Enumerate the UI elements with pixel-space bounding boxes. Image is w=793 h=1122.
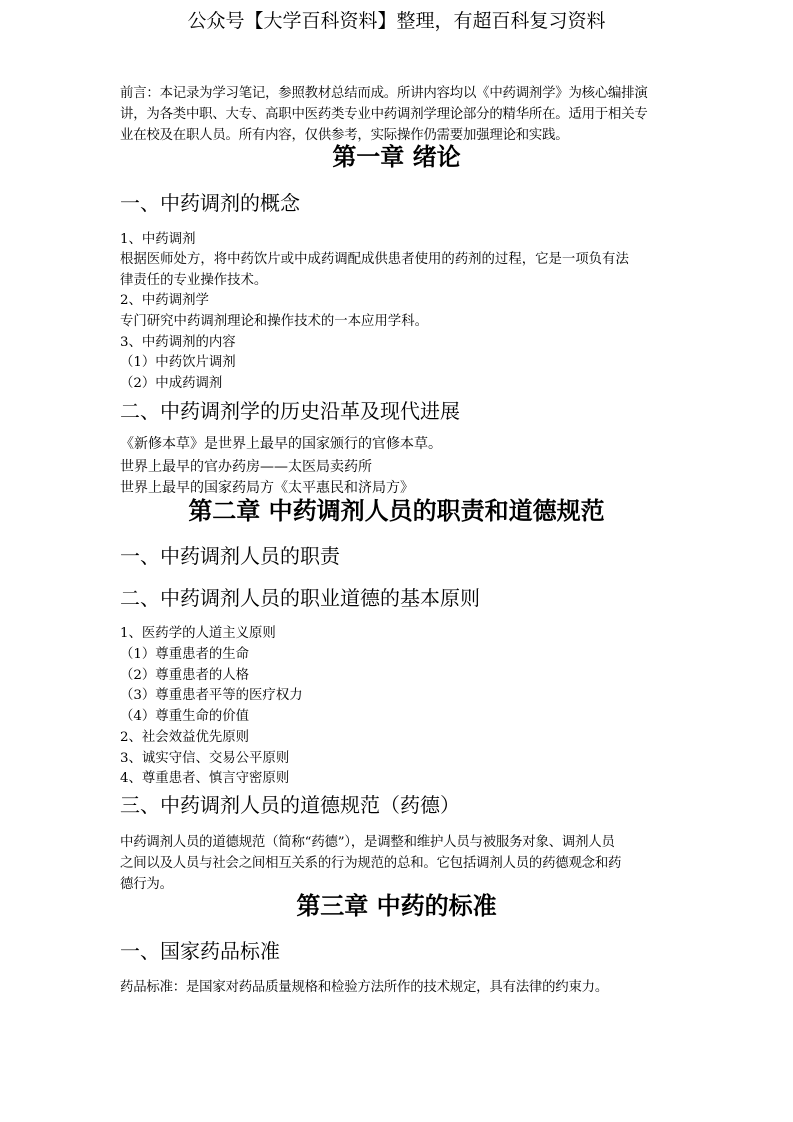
body-line: 律责任的专业操作技术。 bbox=[120, 273, 268, 288]
body-line: （4）尊重生命的价值 bbox=[120, 709, 250, 724]
body-line: 3、诚实守信、交易公平原则 bbox=[120, 751, 290, 766]
body-line: 中药调剂人员的道德规范（简称“药德”），是调整和维护人员与被服务对象、调剂人员 bbox=[120, 835, 615, 850]
section-heading: 三、中药调剂人员的道德规范（药德） bbox=[120, 793, 460, 817]
body-line: （2）中成药调剂 bbox=[120, 376, 223, 391]
body-line: 《新修本草》是世界上最早的国家颁行的官修本草。 bbox=[120, 436, 442, 452]
chapter-title: 第一章 绪论 bbox=[332, 142, 461, 171]
body-line: 药品标准：是国家对药品质量规格和检验方法所作的技术规定，具有法律的约束力。 bbox=[120, 980, 609, 995]
body-line: 1、医药学的人道主义原则 bbox=[120, 626, 276, 641]
body-line: 世界上最早的国家药局方《太平惠民和济局方》 bbox=[120, 480, 414, 496]
section-heading: 一、中药调剂人员的职责 bbox=[120, 544, 340, 568]
section-heading: 二、中药调剂人员的职业道德的基本原则 bbox=[120, 586, 480, 610]
body-line: （3）尊重患者平等的医疗权力 bbox=[120, 688, 303, 703]
body-line: 之间以及人员与社会之间相互关系的行为规范的总和。它包括调剂人员的药德观念和药 bbox=[120, 856, 622, 871]
page-header: 公众号【大学百科资料】整理，有超百科复习资料 bbox=[187, 10, 606, 32]
body-line: 根据医师处方，将中药饮片或中成药调配成供患者使用的药剂的过程，它是一项负有法 bbox=[120, 252, 629, 267]
preface-line: 前言：本记录为学习笔记，参照教材总结而成。所讲内容均以《中药调剂学》为核心编排演 bbox=[120, 86, 648, 101]
body-line: （1）尊重患者的生命 bbox=[120, 647, 250, 662]
preface-line: 讲，为各类中职、大专、高职中医药类专业中药调剂学理论部分的精华所在。适用于相关专 bbox=[120, 107, 648, 122]
body-line: 专门研究中药调剂理论和操作技术的一本应用学科。 bbox=[120, 314, 428, 329]
body-line: 德行为。 bbox=[120, 877, 173, 892]
body-line: 2、社会效益优先原则 bbox=[120, 730, 250, 745]
preface-line: 业在校及在职人员。所有内容，仅供参考，实际操作仍需要加强理论和实践。 bbox=[120, 128, 569, 143]
body-line: 1、中药调剂 bbox=[120, 232, 196, 247]
body-line: 世界上最早的官办药房——太医局卖药所 bbox=[120, 459, 372, 475]
body-line: 3、中药调剂的内容 bbox=[120, 335, 236, 350]
section-heading: 二、中药调剂学的历史沿革及现代进展 bbox=[120, 399, 460, 423]
section-heading: 一、中药调剂的概念 bbox=[120, 191, 300, 215]
section-heading: 一、国家药品标准 bbox=[120, 939, 280, 963]
body-line: （1）中药饮片调剂 bbox=[120, 355, 236, 370]
chapter-title: 第三章 中药的标准 bbox=[296, 891, 497, 920]
body-line: （2）尊重患者的人格 bbox=[120, 668, 250, 683]
body-line: 4、尊重患者、慎言守密原则 bbox=[120, 771, 290, 786]
chapter-title: 第二章 中药调剂人员的职责和道德规范 bbox=[188, 496, 605, 525]
body-line: 2、中药调剂学 bbox=[120, 293, 209, 308]
